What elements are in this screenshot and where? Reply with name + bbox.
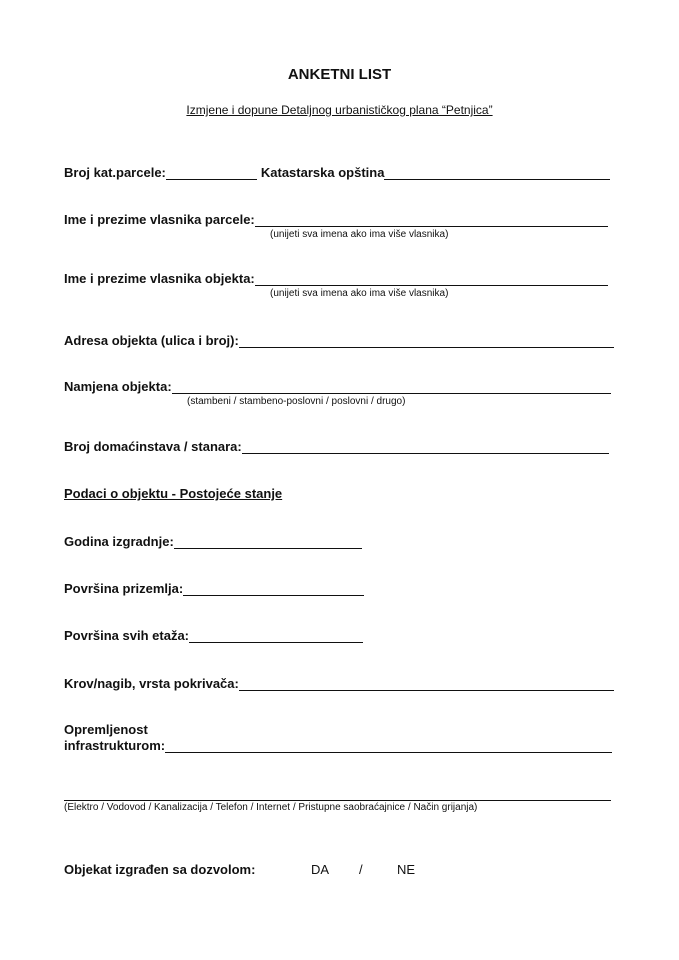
option-da[interactable]: DA: [311, 862, 330, 877]
row-povrsina-prizemlja: [64, 580, 364, 596]
document-title: ANKETNI LIST: [287, 66, 392, 83]
row-parcel-info: [64, 164, 610, 180]
field-povrsina-prizemlja[interactable]: [183, 583, 364, 596]
field-opremljenost-extra[interactable]: [64, 788, 611, 801]
field-adresa-objekta[interactable]: [239, 335, 614, 348]
field-godina-izgradnje[interactable]: [174, 536, 362, 549]
field-vlasnik-objekta[interactable]: [255, 273, 608, 286]
label-dozvola: Objekat izgrađen sa dozvolom:: [64, 862, 256, 877]
label-krov: Krov/nagib, vrsta pokrivača:: [64, 676, 239, 691]
row-namjena-objekta: [64, 378, 611, 394]
document-subtitle: Izmjene i dopune Detaljnog urbanističkog plana “Petnjica”: [186, 103, 493, 117]
row-krov: [64, 675, 614, 691]
option-separator: /: [359, 862, 363, 877]
hint-vlasnik-objekta: (unijeti sva imena ako ima više vlasnika): [270, 288, 449, 299]
label-katastarska-opstina: Katastarska opština: [260, 165, 385, 180]
label-povrsina-prizemlja: Površina prizemlja:: [64, 581, 184, 596]
row-povrsina-etaza: [64, 627, 363, 643]
field-krov[interactable]: [239, 678, 614, 691]
field-broj-kat-parcele[interactable]: [166, 167, 257, 180]
label-adresa-objekta: Adresa objekta (ulica i broj):: [64, 333, 239, 348]
label-godina-izgradnje: Godina izgradnje:: [64, 534, 174, 549]
label-opremljenost-line1: Opremljenost: [64, 722, 148, 737]
field-povrsina-etaza[interactable]: [189, 630, 363, 643]
field-opremljenost[interactable]: [165, 740, 612, 753]
field-broj-domacinstava[interactable]: [242, 441, 609, 454]
label-vlasnik-parcele: Ime i prezime vlasnika parcele:: [64, 212, 255, 227]
label-vlasnik-objekta: Ime i prezime vlasnika objekta:: [64, 271, 255, 286]
label-povrsina-etaza: Površina svih etaža:: [64, 628, 189, 643]
row-vlasnik-objekta: [64, 270, 608, 286]
section-heading: Podaci o objektu - Postojeće stanje: [64, 486, 283, 501]
row-adresa-objekta: [64, 332, 614, 348]
hint-vlasnik-parcele: (unijeti sva imena ako ima više vlasnika): [270, 229, 449, 240]
label-broj-domacinstava: Broj domaćinstava / stanara:: [64, 439, 242, 454]
hint-infrastruktura: (Elektro / Vodovod / Kanalizacija / Telefon / Internet / Pristupne saobraćajnice / Način grijanja): [64, 802, 478, 813]
label-opremljenost-line2: infrastrukturom:: [64, 738, 166, 753]
row-vlasnik-parcele: [64, 211, 608, 227]
option-ne[interactable]: NE: [397, 862, 416, 877]
field-vlasnik-parcele[interactable]: [255, 214, 608, 227]
row-broj-domacinstava: [64, 438, 609, 454]
field-katastarska-opstina[interactable]: [384, 167, 610, 180]
label-broj-kat-parcele: Broj kat.parcele:: [64, 165, 166, 180]
label-namjena-objekta: Namjena objekta:: [64, 379, 172, 394]
row-opremljenost: [64, 737, 612, 753]
hint-namjena-objekta: (stambeni / stambeno-poslovni / poslovni / drugo): [187, 396, 406, 407]
row-godina-izgradnje: [64, 533, 362, 549]
field-namjena-objekta[interactable]: [172, 381, 611, 394]
